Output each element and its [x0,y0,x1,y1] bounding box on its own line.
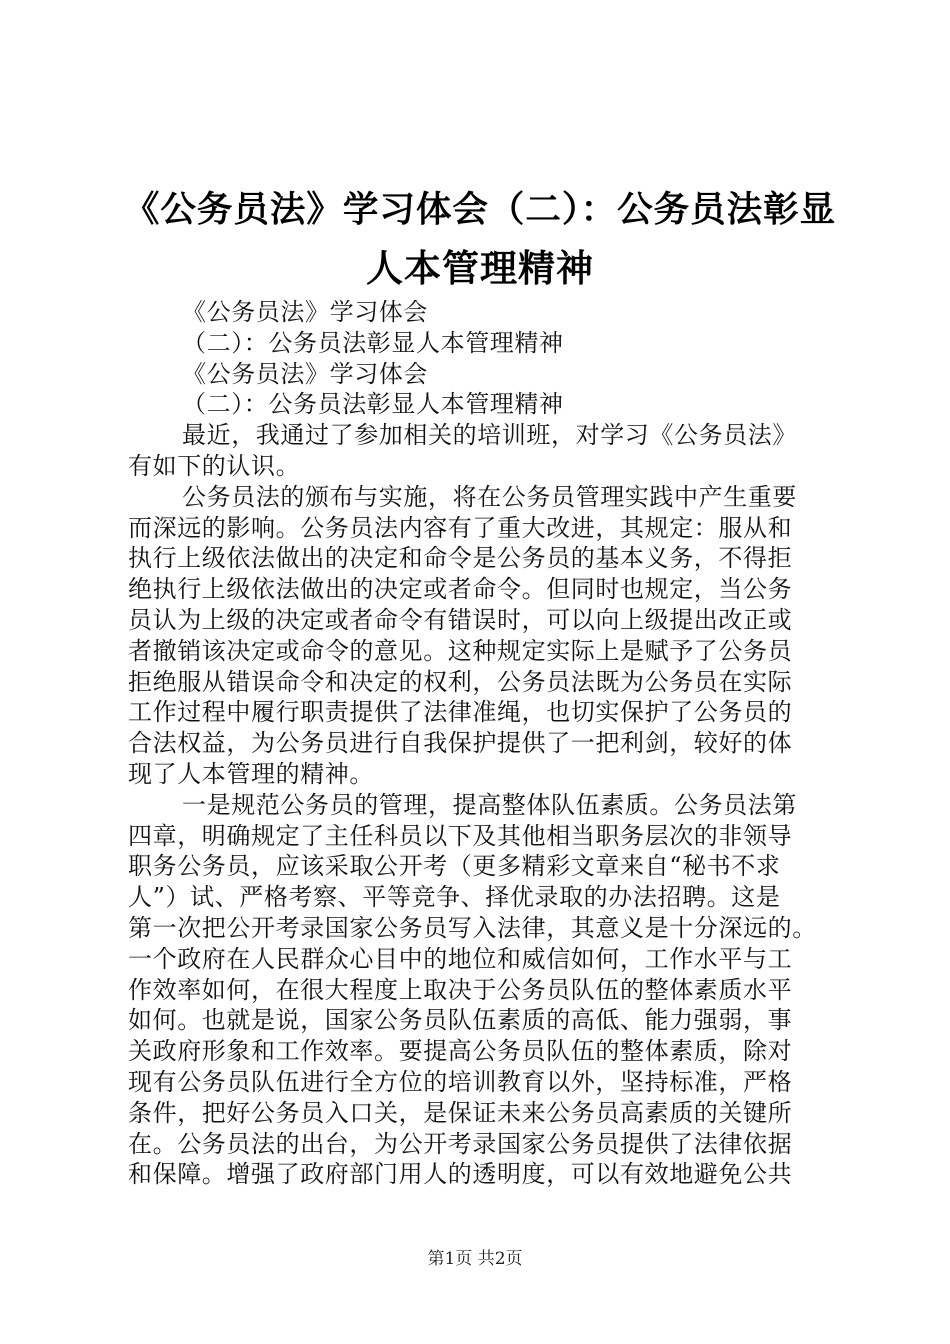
body-line: （二）：公务员法彰显人本管理精神 [182,328,564,357]
body-line: 而深远的影响。公务员法内容有了重大改进，其规定：服从和 [128,513,793,542]
body-line: 绝执行上级依法做出的决定或者命令。但同时也规定，当公务 [128,575,793,604]
title-line-2: 人本管理精神 [366,246,594,290]
body-line: 公务员法的颁布与实施，将在公务员管理实践中产生重要 [182,482,797,511]
body-line: 执行上级依法做出的决定和命令是公务员的基本义务，不得拒 [128,544,793,573]
body-line: 人”）试、严格考察、平等竞争、择优录取的办法招聘。这是 [128,883,781,912]
body-line: 一是规范公务员的管理，提高整体队伍素质。公务员法第 [182,790,797,819]
body-line: 员认为上级的决定或者命令有错误时，可以向上级提出改正或 [128,605,793,634]
body-line: 工作过程中履行职责提供了法律准绳，也切实保护了公务员的 [128,698,793,727]
body-line: （二）：公务员法彰显人本管理精神 [182,390,564,419]
body-line: 最近，我通过了参加相关的培训班，对学习《公务员法》 [182,421,797,450]
body-line: 者撤销该决定或命令的意见。这种规定实际上是赋予了公务员 [128,636,793,665]
page-footer: 第1页 共2页 [427,1249,523,1269]
body-line: 拒绝服从错误命令和决定的权利，公务员法既为公务员在实际 [128,667,793,696]
body-line: 有如下的认识。 [128,451,301,480]
document-title [120,180,840,298]
body-line: 现有公务员队伍进行全方位的培训教育以外，坚持标准，严格 [128,1067,793,1096]
title-line-1: 《公务员法》学习体会（二）：公务员法彰显 [123,189,837,230]
body-line: 《公务员法》学习体会 [182,298,428,326]
document-body [128,297,830,1190]
body-line: 现了人本管理的精神。 [128,759,374,788]
body-line: 关政府形象和工作效率。要提高公务员队伍的整体素质，除对 [128,1037,793,1066]
body-line: 如何。也就是说，国家公务员队伍素质的高低、能力强弱，事 [128,1006,793,1035]
body-line: 第一次把公开考录国家公务员写入法律，其意义是十分深远的。 [128,913,817,942]
body-line: 《公务员法》学习体会 [182,359,428,388]
body-line: 在。公务员法的出台，为公开考录国家公务员提供了法律依据 [128,1129,793,1158]
body-line: 一个政府在人民群众心目中的地位和威信如何，工作水平与工 [128,944,793,973]
body-line: 条件，把好公务员入口关，是保证未来公务员高素质的关键所 [128,1098,793,1127]
body-line: 职务公务员，应该采取公开考（更多精彩文章来自“秘书不求 [128,852,781,881]
body-line: 作效率如何，在很大程度上取决于公务员队伍的整体素质水平 [128,975,793,1004]
body-line: 和保障。增强了政府部门用人的透明度，可以有效地避免公共 [128,1160,793,1189]
body-line: 合法权益，为公务员进行自我保护提供了一把利剑，较好的体 [128,729,793,758]
body-line: 四章，明确规定了主任科员以下及其他相当职务层次的非领导 [128,821,793,850]
